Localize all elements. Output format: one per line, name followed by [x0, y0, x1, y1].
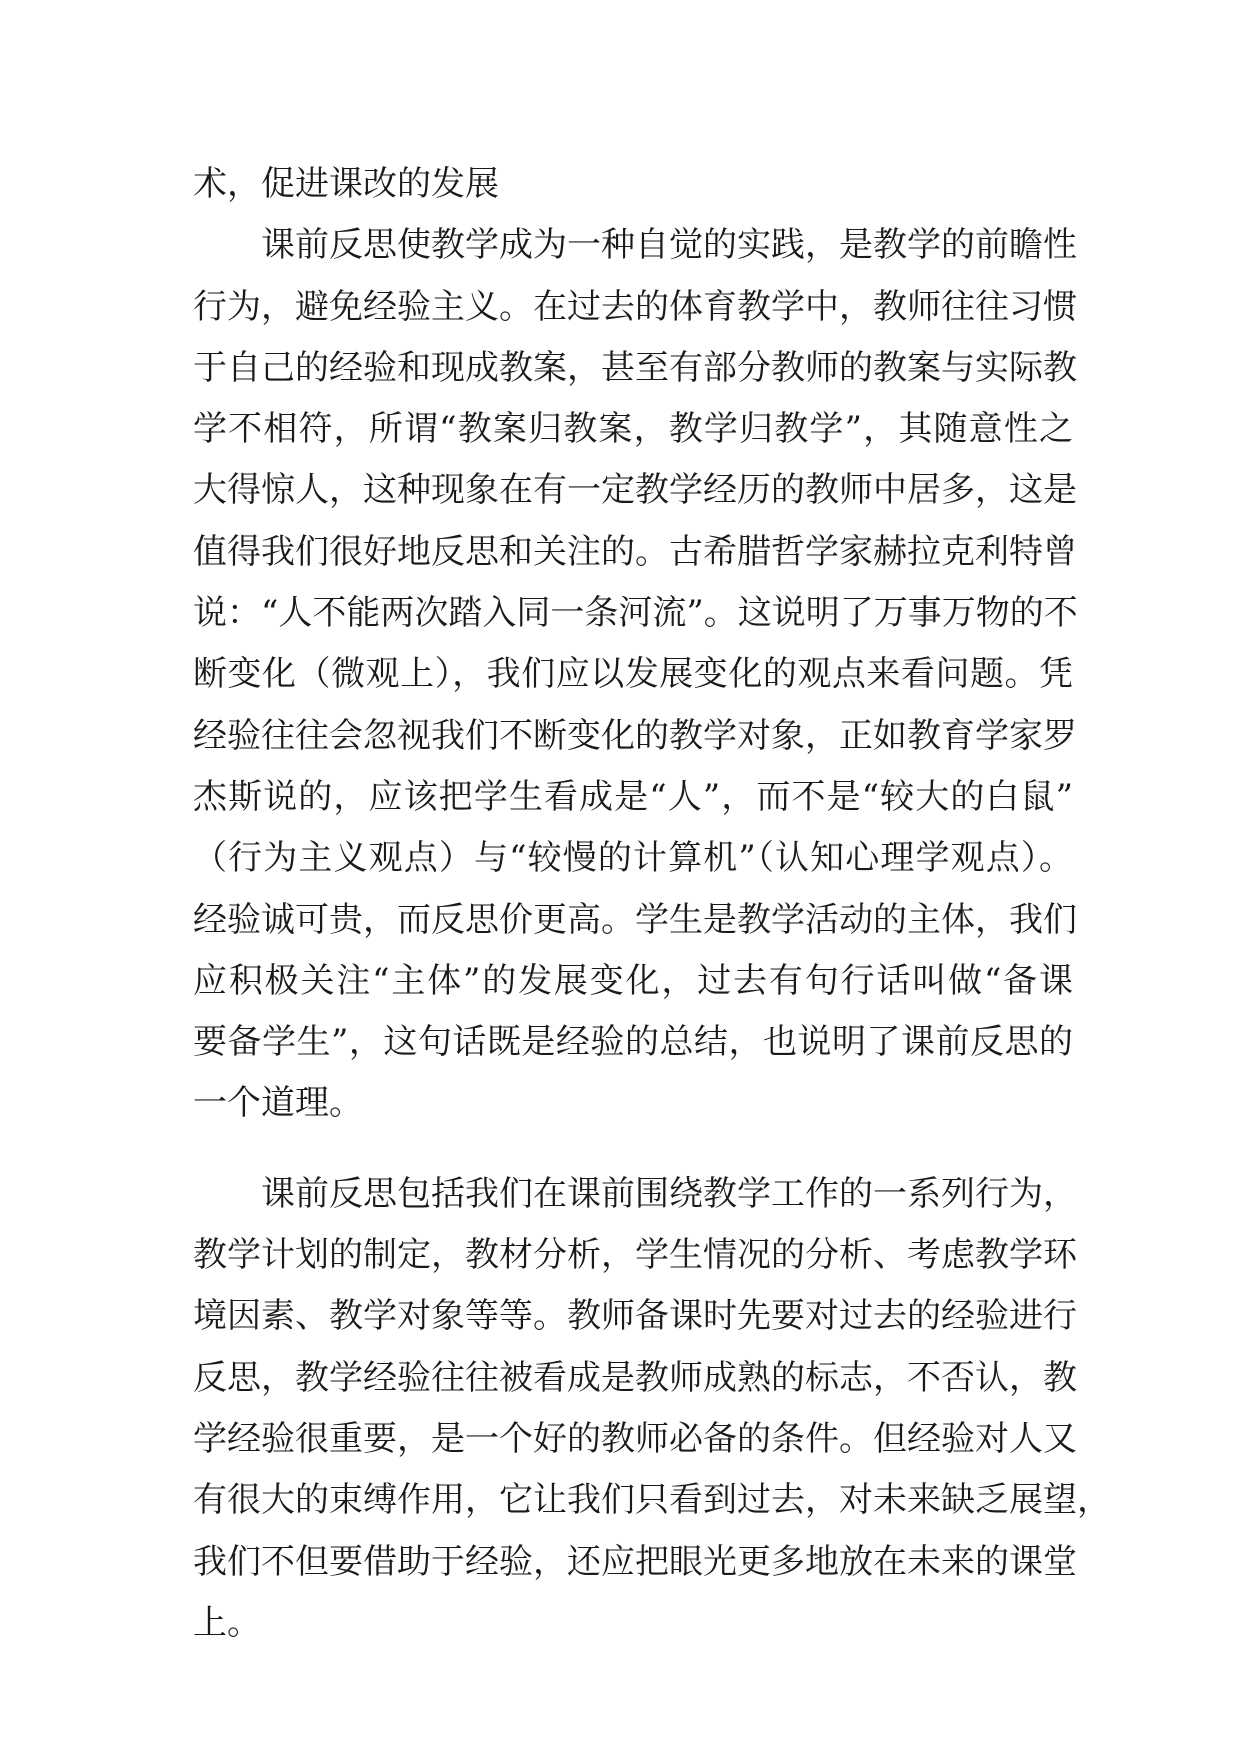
text-line: 课前反思包括我们在课前围绕教学工作的一系列行为， [193, 1173, 1077, 1214]
paragraph-continuation [193, 154, 1073, 215]
text-line: 境因素、教学对象等等。教师备课时先要对过去的经验进行 [193, 1296, 1077, 1337]
text-line: 一个道理。 [193, 1083, 363, 1124]
text-line: 大得惊人，这种现象在有一定教学经历的教师中居多，这是 [193, 470, 1077, 511]
text-line: 教学计划的制定，教材分析，学生情况的分析、考虑教学环 [193, 1235, 1077, 1276]
paragraph-reflection-scope [193, 1164, 1111, 1654]
text-line: 值得我们很好地反思和关注的。古希腊哲学家赫拉克利特曾 [193, 531, 1077, 572]
text-line: 说：“人不能两次踏入同一条河流”。这说明了万事万物的不 [193, 593, 1078, 634]
text-line: 上。 [193, 1602, 261, 1643]
text-line: 学不相符，所谓“教案归教案，教学归教学”，其随意性之 [193, 409, 1073, 450]
text-line: 要备学生”，这句话既是经验的总结，也说明了课前反思的 [193, 1022, 1073, 1063]
text-line: 课前反思使教学成为一种自觉的实践，是教学的前瞻性 [193, 225, 1077, 266]
text-line: 经验往往会忽视我们不断变化的教学对象，正如教育学家罗 [193, 715, 1077, 756]
document-body [193, 154, 1111, 1654]
text-line: 应积极关注“主体”的发展变化，过去有句行话叫做“备课 [193, 960, 1073, 1001]
text-line: 于自己的经验和现成教案，甚至有部分教师的教案与实际教 [193, 347, 1077, 388]
text-line: 断变化（微观上），我们应以发展变化的观点来看问题。凭 [193, 654, 1073, 695]
text-line: 反思，教学经验往往被看成是教师成熟的标志，不否认，教 [193, 1357, 1077, 1398]
text-line: 杰斯说的，应该把学生看成是“人”，而不是“较大的白鼠” [193, 776, 1073, 817]
text-line: 有很大的束缚作用，它让我们只看到过去，对未来缺乏展望， [193, 1480, 1111, 1521]
text-line: （行为主义观点）与“较慢的计算机”（认知心理学观点）。 [193, 838, 1073, 879]
text-line: 我们不但要借助于经验，还应把眼光更多地放在未来的课堂 [193, 1541, 1077, 1582]
text-line: 术，促进课改的发展 [193, 164, 499, 204]
text-line: 行为，避免经验主义。在过去的体育教学中，教师往往习惯 [193, 286, 1077, 327]
paragraph-pre-class-reflection [193, 215, 1078, 1134]
paragraph-spacer [193, 1135, 1073, 1164]
text-line: 经验诚可贵，而反思价更高。学生是教学活动的主体，我们 [193, 899, 1077, 940]
text-line: 学经验很重要，是一个好的教师必备的条件。但经验对人又 [193, 1418, 1077, 1459]
